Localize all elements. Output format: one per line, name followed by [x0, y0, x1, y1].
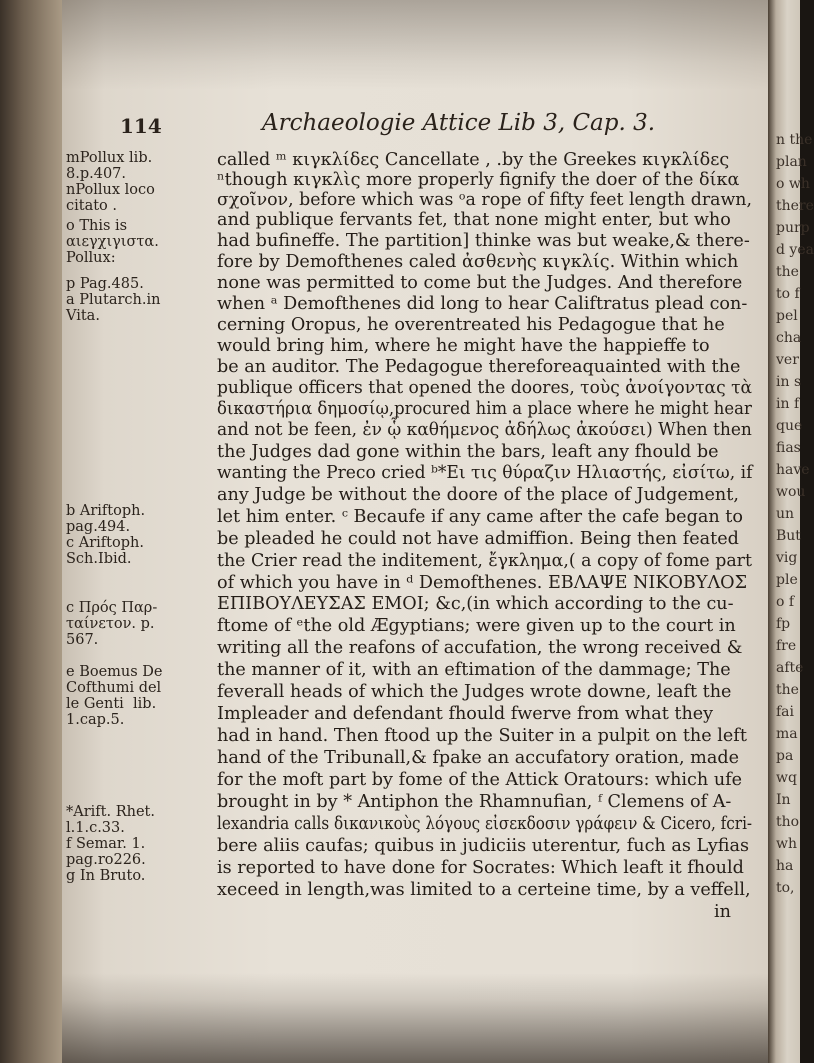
- adjacent-fragment: ple: [776, 572, 798, 588]
- text-line: let him enter. ᶜ Becaufe if any came after the cafe began to: [217, 507, 743, 527]
- text-line: is reported to have done for Socrates: Which leaft it fhould: [217, 858, 744, 878]
- margin-note: c Πρός Παρ- ταίνετον. p. 567.: [66, 600, 158, 648]
- margin-note: mPollux lib. 8.p.407. nPollux loco citato .: [66, 150, 155, 214]
- text-line: and not be feen, ἐν ᾧ καθήμενος ἀδήλως ἀκούσει) When then: [217, 420, 752, 440]
- adjacent-fragment: fai: [776, 704, 795, 720]
- text-line: none was permitted to come but the Judges. And therefore: [217, 273, 743, 293]
- text-line: σχοῖνον, before which was ᵒa rope of fifty feet length drawn,: [217, 190, 752, 210]
- adjacent-fragment: wou: [776, 484, 806, 500]
- adjacent-fragment: in s: [776, 374, 802, 390]
- text-line: the manner of it, with an eftimation of the dammage; The: [217, 660, 731, 680]
- adjacent-fragment: fias: [776, 440, 801, 456]
- text-line: brought in by * Antiphon the Rhamnufian, ᶠ Clemens of A-: [217, 792, 732, 812]
- text-line: Impleader and defendant fhould fwerve from what they: [217, 704, 714, 724]
- text-line: lexandria calls δικανικοὺς λόγους εἰσεκδοσιν γράφειν & Cicero, fcri-: [217, 814, 753, 834]
- adjacent-fragment: o wh: [776, 176, 810, 192]
- book-page: [62, 0, 768, 1063]
- adjacent-fragment: the: [776, 682, 799, 698]
- text-line: wanting the Preco cried ᵇ*Ει τις θύραζιν Ηλιαστής, εἰσίτω, if: [217, 463, 753, 483]
- adjacent-fragment: to f: [776, 286, 800, 302]
- text-line: be pleaded he could not have admiffion. Being then feated: [217, 529, 739, 549]
- book-edge-left: [0, 0, 62, 1063]
- text-line: ftome of ᵉthe old Ægyptians; were given up to the court in: [217, 616, 736, 636]
- adjacent-fragment: pel: [776, 308, 798, 324]
- adjacent-fragment: to,: [776, 880, 795, 896]
- adjacent-fragment: wh: [776, 836, 797, 852]
- text-line: any Judge be without the doore of the place of Judgement,: [217, 485, 739, 505]
- adjacent-fragment: purp: [776, 220, 810, 236]
- adjacent-fragment: ma: [776, 726, 798, 742]
- page-number: 114: [120, 114, 162, 138]
- margin-note: o This is αιεγχιγιστα. Pollux:: [66, 218, 159, 266]
- text-line: the Crier read the inditement, ἔγκλημα,( a copy of fome part: [217, 551, 752, 571]
- text-line: of which you have in ᵈ Demofthenes. ΕΒΛΑΨΕ ΝΙΚΟΒΥΛΟΣ: [217, 573, 748, 593]
- margin-note: *Arift. Rhet. l.1.c.33. f Semar. 1. pag.ro226. g In Bruto.: [66, 804, 155, 884]
- text-line: when ᵃ Demofthenes did long to hear Califtratus plead con-: [217, 294, 748, 314]
- adjacent-fragment: tho: [776, 814, 800, 830]
- text-line: ΕΠΙΒΟΥΛΕΥΣΑΣ ΕΜΟΙ; &c,(in which according to the cu-: [217, 594, 734, 614]
- adjacent-page-right: [768, 0, 814, 1063]
- adjacent-fragment: In: [776, 792, 791, 808]
- margin-note: e Boemus De Cofthumi del le Genti lib. 1.cap.5.: [66, 664, 163, 728]
- adjacent-fragment: have: [776, 462, 810, 478]
- adjacent-fragment: fp: [776, 616, 791, 632]
- adjacent-fragment: But: [776, 528, 801, 544]
- adjacent-fragment: the: [776, 264, 799, 280]
- text-line: had bufineffe. The partition] thinke was but weake,& there-: [217, 231, 750, 251]
- text-line: be an auditor. The Pedagogue thereforeaquainted with the: [217, 357, 741, 377]
- catchword: in: [714, 902, 731, 922]
- running-title: Archaeologie Attice Lib 3, Cap. 3.: [262, 110, 656, 136]
- text-line: feverall heads of which the Judges wrote downe, leaft the: [217, 682, 732, 702]
- text-line: writing all the reafons of accufation, the wrong received &: [217, 638, 743, 658]
- adjacent-fragment: cha: [776, 330, 802, 346]
- adjacent-fragment: in f: [776, 396, 800, 412]
- text-line: and publique fervants fet, that none might enter, but who: [217, 210, 731, 230]
- text-line: publique officers that opened the doores, τοὺς ἀνοίγοντας τὰ: [217, 378, 753, 398]
- text-line: the Judges dad gone within the bars, leaft any fhould be: [217, 442, 719, 462]
- adjacent-fragment: ver: [776, 352, 799, 368]
- adjacent-fragment: pa: [776, 748, 794, 764]
- adjacent-fragment: d yea: [776, 242, 814, 258]
- text-line: δικαστήρια δημοσίῳ,procured him a place where he might hear: [217, 399, 752, 419]
- adjacent-fragment: fre: [776, 638, 797, 654]
- text-line: cerning Oropus, he overentreated his Pedagogue that he: [217, 315, 725, 335]
- margin-note: p Pag.485. a Plutarch.in Vita.: [66, 276, 161, 324]
- adjacent-fragment: vig: [776, 550, 798, 566]
- text-line: xeceed in length,was limited to a certeine time, by a veffell,: [217, 880, 751, 900]
- adjacent-fragment: wq: [776, 770, 797, 786]
- text-line: ⁿthough κιγκλὶς more properly fignify the doer of the δίκα: [217, 170, 740, 190]
- text-line: would bring him, where he might have the happieffe to: [217, 336, 710, 356]
- adjacent-fragment: un: [776, 506, 795, 522]
- adjacent-fragment: plan: [776, 154, 807, 170]
- text-line: had in hand. Then ftood up the Suiter in a pulpit on the left: [217, 726, 747, 746]
- adjacent-fragment: there: [776, 198, 814, 214]
- text-line: for the moft part by fome of the Attick Oratours: which ufe: [217, 770, 743, 790]
- text-line: hand of the Tribunall,& fpake an accufatory oration, made: [217, 748, 740, 768]
- adjacent-fragment: ha: [776, 858, 794, 874]
- text-line: called ᵐ κιγκλίδες Cancellate , .by the Greekes κιγκλίδες: [217, 150, 730, 170]
- adjacent-fragment: o f: [776, 594, 795, 610]
- text-line: bere aliis caufas; quibus in judiciis uterentur, fuch as Lyfias: [217, 836, 750, 856]
- adjacent-fragment: que: [776, 418, 803, 434]
- body-text: [62, 0, 768, 1063]
- adjacent-fragment: afte: [776, 660, 804, 676]
- adjacent-fragment: n the: [776, 132, 813, 148]
- text-line: fore by Demofthenes caled ἀσθενὴς κιγκλίς. Within which: [217, 252, 739, 272]
- margin-note: b Ariftoph. pag.494. c Ariftoph. Sch.Ibid.: [66, 503, 146, 567]
